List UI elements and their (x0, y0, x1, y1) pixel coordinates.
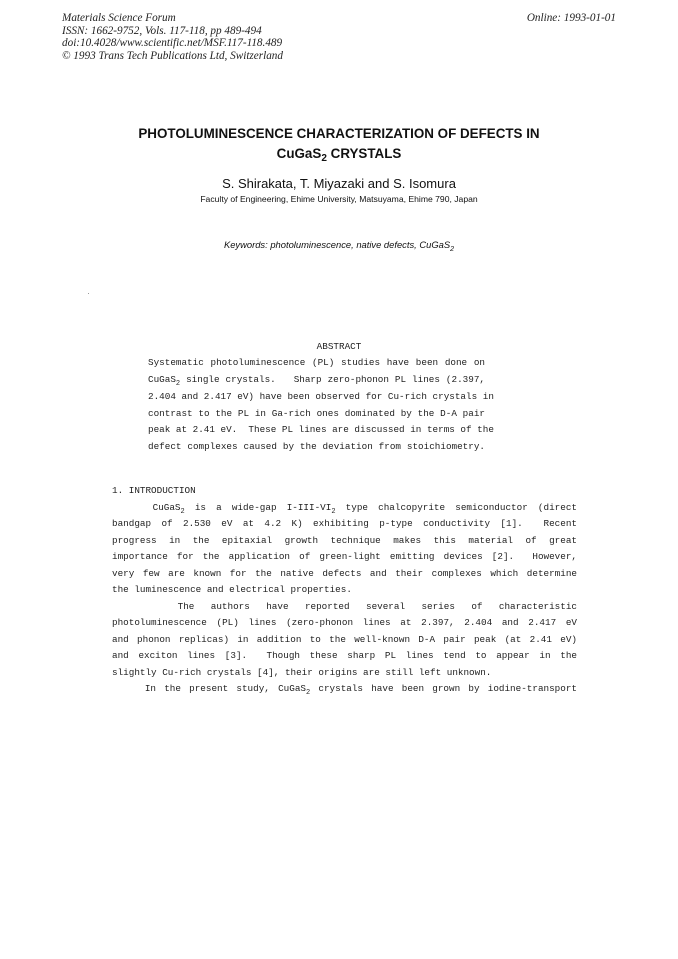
intro-line: bandgap of 2.530 eV at 4.2 K) exhibiting p-type conductivity [1]. Recent (112, 518, 577, 529)
abstract-heading: ABSTRACT (316, 341, 362, 352)
abstract-line (148, 374, 485, 388)
authors: S. Shirakata, T. Miyazaki and S. Isomura (222, 176, 456, 191)
subscript: 2 (180, 508, 185, 516)
title-line-1: PHOTOLUMINESCENCE CHARACTERIZATION OF DEFECTS IN (138, 126, 540, 141)
subscript: 2 (175, 380, 181, 388)
abstract-line: Systematic photoluminescence (PL) studies have been done on (148, 357, 485, 368)
text: In the present study, CuGaS (112, 683, 306, 694)
text: CuGaS (148, 374, 176, 385)
intro-line: photoluminescence (PL) lines (zero-phonon lines at 2.397, 2.404 and 2.417 eV (112, 617, 577, 628)
keywords-text: Keywords: photoluminescence, native defects, CuGaS (223, 239, 451, 250)
keywords (0, 239, 678, 253)
intro-line (112, 683, 577, 697)
subscript: 2 (331, 508, 336, 516)
intro-line: the luminescence and electrical properties. (112, 584, 352, 595)
abstract-line: peak at 2.41 eV. These PL lines are discussed in terms of the (148, 424, 494, 435)
journal-header (62, 12, 283, 62)
intro-line: The authors have reported several series of characteristic (112, 601, 577, 612)
text: crystals have been grown by iodine-transport (310, 683, 577, 694)
text: is a wide-gap I-III-VI (184, 502, 332, 513)
intro-line (112, 502, 577, 516)
intro-line: very few are known for the native defects and their complexes which determine (112, 568, 577, 579)
doi: doi:10.4028/www.scientific.net/MSF.117-118.489 (62, 37, 283, 50)
issn: ISSN: 1662-9752, Vols. 117-118, pp 489-494 (62, 24, 262, 37)
text: CuGaS (112, 502, 181, 513)
text: type chalcopyrite semiconductor (direct (335, 502, 577, 513)
online-date: Online: 1993-01-01 (526, 12, 616, 24)
intro-line: slightly Cu-rich crystals [4], their origins are still left unknown. (112, 667, 492, 678)
abstract-line: defect complexes caused by the deviation from stoichiometry. (148, 441, 485, 452)
speck (88, 293, 89, 294)
title-text: CRYSTALS (326, 146, 402, 161)
subscript: 2 (450, 246, 455, 253)
abstract-line: contrast to the PL in Ga-rich ones dominated by the D-A pair (148, 408, 485, 419)
subscript: 2 (321, 153, 327, 164)
abstract-line: 2.404 and 2.417 eV) have been observed for Cu-rich crystals in (148, 391, 494, 402)
title-text: CuGaS (276, 146, 322, 161)
intro-line: importance for the application of green-light emitting devices [2]. However, (112, 551, 577, 562)
affiliation: Faculty of Engineering, Ehime University, Matsuyama, Ehime 790, Japan (200, 194, 478, 204)
copyright: © 1993 Trans Tech Publications Ltd, Switzerland (62, 49, 283, 62)
section-heading: 1. INTRODUCTION (112, 485, 196, 496)
intro-line: and phonon replicas) in addition to the well-known D-A pair peak (at 2.41 eV) (112, 634, 577, 645)
journal-name: Materials Science Forum (62, 12, 176, 24)
title-line-2 (0, 146, 678, 164)
text: single crystals. Sharp zero-phonon PL lines (2.397, (180, 374, 485, 385)
intro-line: and exciton lines [3]. Though these sharp PL lines tend to appear in the (112, 650, 577, 661)
subscript: 2 (305, 689, 311, 697)
intro-line: progress in the epitaxial growth technique makes this material of great (112, 535, 577, 546)
